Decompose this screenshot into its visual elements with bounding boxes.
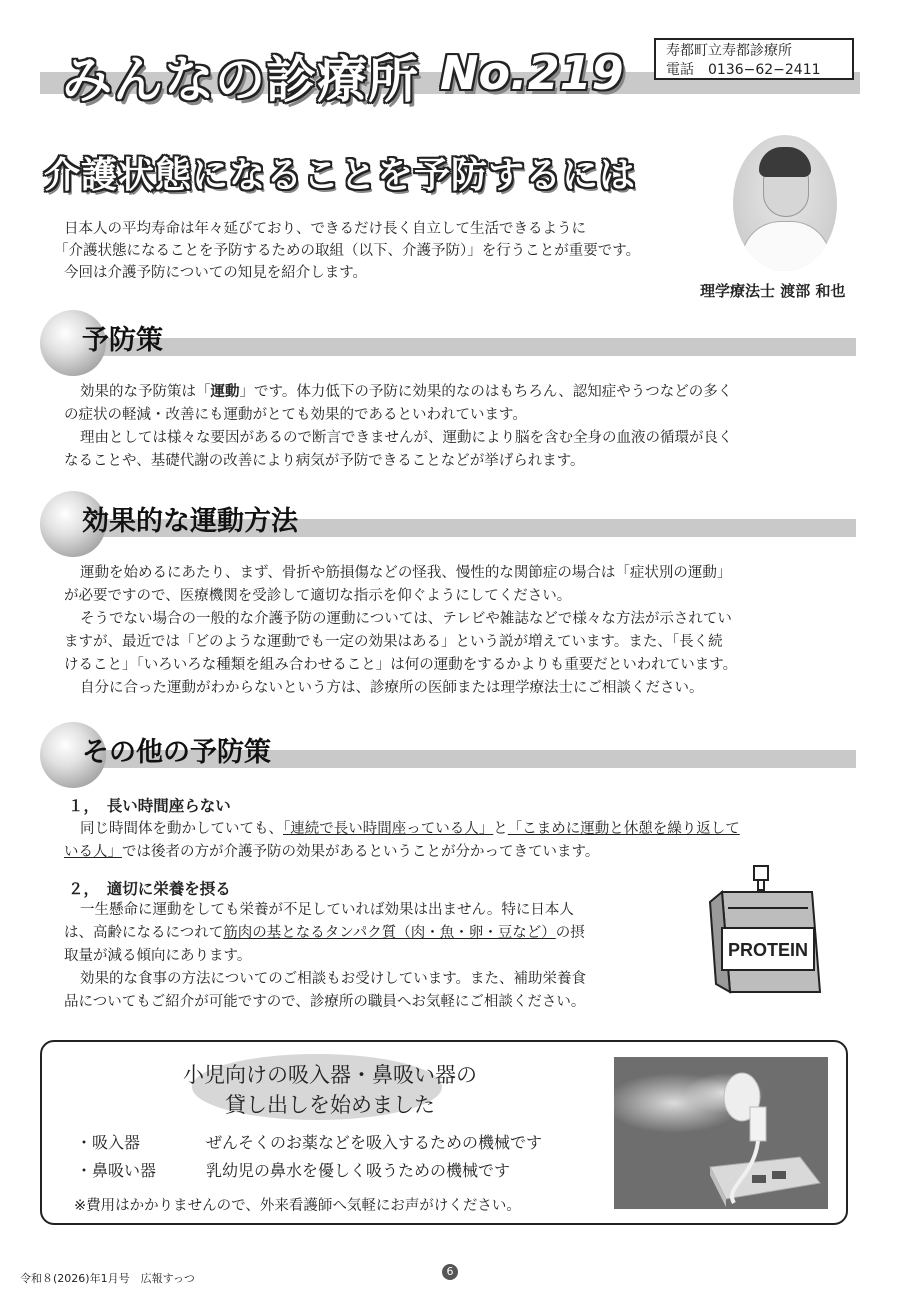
- body-line: の症状の軽減・改善にも運動がとても効果的であるといわれています。: [64, 407, 527, 423]
- clinic-name: 寿都町立寿都診療所: [666, 43, 792, 59]
- body-line: が必要ですので、医療機関を受診して適切な指示を仰ぐようにしてください。: [64, 588, 572, 604]
- body-line: [64, 922, 586, 945]
- subsection-body-nutrition: [64, 899, 586, 1014]
- subsection-title-nutrition: ２， 適切に栄養を摂る: [68, 880, 231, 898]
- subsection-body-sitting: [64, 818, 740, 864]
- body-line: 自分に合った運動がわからないという方は、診療所の医師または理学療法士にご相談ください。: [80, 680, 704, 696]
- text-run: は、高齢になるにつれて: [64, 925, 224, 941]
- clinic-info-box: [654, 38, 854, 80]
- body-line: 効果的な食事の方法についてのご相談もお受けしています。また、補助栄養食: [80, 971, 587, 987]
- underlined-text: 「こまめに運動と休憩を繰り返して: [507, 821, 740, 837]
- protein-bag-icon: [708, 862, 828, 1004]
- section-title-other: その他の予防策: [82, 737, 271, 768]
- photo-hair: [759, 147, 811, 177]
- notice-item-desc: 乳幼児の鼻水を優しく吸うための機械です: [206, 1161, 511, 1180]
- section-body-exercise: [64, 562, 737, 700]
- notice-item-desc: ぜんそくのお薬などを吸入するための機械です: [206, 1133, 543, 1152]
- body-line: 効果的な予防策は「運動」です。体力低下の予防に効果的なのはもちろん、認知症やうつなどの多く: [80, 384, 733, 400]
- photo-coat: [741, 221, 831, 271]
- underlined-text: 「連続で長い時間座っている人」: [283, 821, 494, 837]
- text-run: では後者の方が介護予防の効果があるということが分かってきています。: [122, 844, 600, 860]
- section-bar: [90, 338, 856, 356]
- issue-number: No.219: [440, 46, 624, 100]
- subsection-title-sitting: １， 長い時間座らない: [68, 797, 231, 815]
- bold-word: 運動: [210, 384, 240, 400]
- body-line: 理由としては様々な要因があるので断言できませんが、運動により脳を含む全身の血液の循環が良く: [80, 430, 733, 446]
- body-line: 一生懸命に運動をしても栄養が不足していれば効果は出ません。特に日本人: [80, 902, 574, 918]
- body-line: ますが、最近では「どのような運動でも一定の効果はある」という説が増えています。また、「長く続: [64, 634, 723, 650]
- body-line: 運動を始めるにあたり、まず、骨折や筋損傷などの怪我、慢性的な関節症の場合は「症状別の運動」: [80, 565, 732, 581]
- body-line: [64, 841, 740, 864]
- masthead-title: みんなの診療所: [62, 51, 419, 109]
- body-line: [64, 818, 740, 841]
- body-line: そうでない場合の一般的な介護予防の運動については、テレビや雑誌などで様々な方法が示されてい: [80, 611, 732, 627]
- text-run: 同じ時間体を動かしていても、: [80, 821, 283, 837]
- nebulizer-photo: [614, 1057, 828, 1209]
- notice-item-name: ・吸入器: [76, 1133, 141, 1152]
- author-name: 理学療法士 渡部 和也: [700, 282, 846, 300]
- intro-line: 今回は介護予防についての知見を紹介します。: [64, 265, 368, 281]
- notice-title-line: 小児向けの吸入器・鼻吸い器の: [183, 1063, 477, 1087]
- footer-issue: 令和８(2026)年1月号 広報すっつ: [20, 1272, 195, 1285]
- intro-text: [54, 218, 700, 284]
- section-body-prevention: [64, 381, 733, 473]
- section-title-exercise: 効果的な運動方法: [82, 506, 298, 537]
- text-run: の摂: [555, 925, 585, 941]
- notice-note: ※費用はかかりませんので、外来看護師へ気軽にお声がけください。: [74, 1198, 521, 1214]
- notice-item-name: ・鼻吸い器: [76, 1161, 157, 1180]
- page-number: 6: [442, 1264, 458, 1280]
- body-line: 品についてもご紹介が可能ですので、診療所の職員へお気軽にご相談ください。: [64, 994, 586, 1010]
- clinic-phone: 電話 0136−62−2411: [666, 62, 821, 78]
- article-heading: 介護状態になることを予防するには: [44, 155, 637, 196]
- notice-title-line: 貸し出しを始めました: [225, 1093, 435, 1117]
- intro-line: 「介護状態になることを予防するための取組（以下、介護予防）」を行うことが重要です。: [54, 243, 641, 259]
- body-line: なることや、基礎代謝の改善により病気が予防できることなどが挙げられます。: [64, 453, 585, 469]
- author-photo: [733, 135, 837, 271]
- underlined-text: 筋肉の基となるタンパク質（肉・魚・卵・豆など）: [223, 925, 556, 941]
- intro-line: 日本人の平均寿命は年々延びており、できるだけ長く自立して生活できるように: [64, 221, 586, 237]
- body-line: けること」「いろいろな種類を組み合わせること」は何の運動をするかよりも重要だといわれています。: [64, 657, 738, 673]
- body-line: 取量が減る傾向にあります。: [64, 948, 252, 964]
- section-title-prevention: 予防策: [82, 325, 163, 356]
- underlined-text: いる人」: [64, 844, 122, 860]
- notice-title: [150, 1060, 510, 1120]
- text-run: と: [493, 821, 508, 837]
- protein-label: PROTEIN: [727, 940, 809, 960]
